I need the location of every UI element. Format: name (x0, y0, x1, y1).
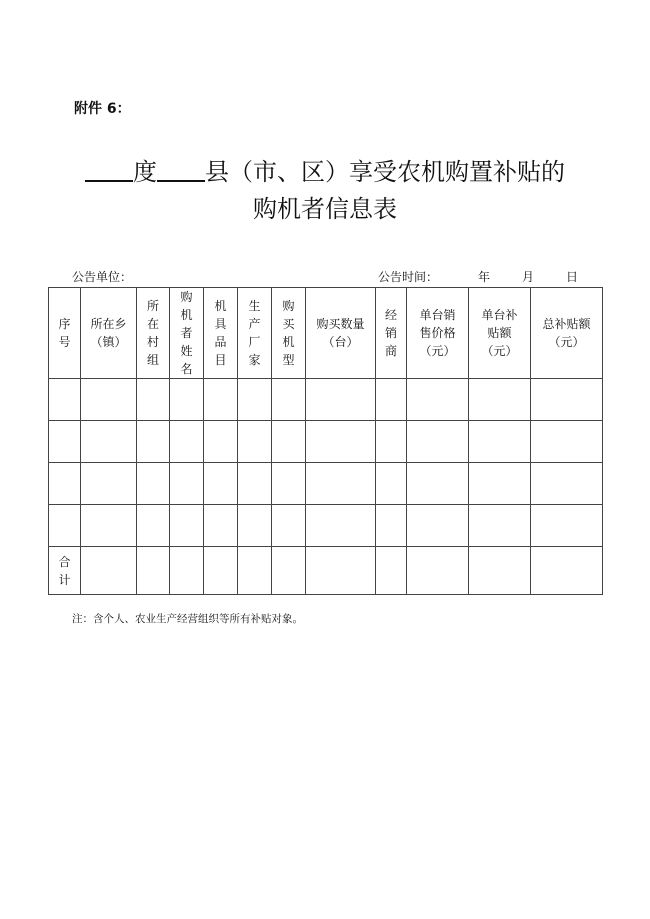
table-cell[interactable] (238, 547, 272, 595)
table-row (49, 463, 603, 505)
header-row (49, 288, 603, 379)
day-label: 日 (566, 270, 579, 284)
header-village: 所在村组 (137, 288, 170, 379)
table-cell[interactable] (469, 379, 531, 421)
table-row (49, 505, 603, 547)
table-cell[interactable] (137, 547, 170, 595)
table-cell[interactable] (306, 463, 376, 505)
total-label: 合 计 (49, 547, 81, 595)
table-cell[interactable] (469, 547, 531, 595)
table-row (49, 421, 603, 463)
table-cell[interactable] (531, 463, 603, 505)
total-row (49, 547, 603, 595)
footnote: 注：含个人、农业生产经营组织等所有补贴对象。 (72, 613, 303, 625)
table-cell[interactable] (272, 379, 306, 421)
table-cell[interactable] (407, 547, 469, 595)
table-cell[interactable] (81, 463, 137, 505)
table-cell[interactable] (376, 463, 407, 505)
header-unit-price: 单台销 售价格 （元） (407, 288, 469, 379)
year-label: 年 (478, 270, 491, 284)
table-cell[interactable] (137, 505, 170, 547)
table-cell[interactable] (81, 547, 137, 595)
table-cell[interactable] (49, 463, 81, 505)
table-cell[interactable] (272, 505, 306, 547)
table-cell[interactable] (272, 463, 306, 505)
table-cell[interactable] (49, 379, 81, 421)
header-dealer: 经销商 (376, 288, 407, 379)
table-cell[interactable] (204, 379, 238, 421)
table-cell[interactable] (204, 505, 238, 547)
table-cell[interactable] (407, 379, 469, 421)
header-total-subsidy: 总补贴额 （元） (531, 288, 603, 379)
publish-time-label: 公告时间： (378, 270, 439, 284)
table-cell[interactable] (204, 421, 238, 463)
table-cell[interactable] (81, 421, 137, 463)
table-cell[interactable] (376, 505, 407, 547)
table-cell[interactable] (137, 421, 170, 463)
table-cell[interactable] (238, 505, 272, 547)
buyer-info-table (48, 287, 603, 595)
header-quantity: 购买数量 （台） (306, 288, 376, 379)
table-cell[interactable] (531, 379, 603, 421)
table-cell[interactable] (81, 379, 137, 421)
header-unit-subsidy: 单台补 贴额 （元） (469, 288, 531, 379)
table-cell[interactable] (407, 463, 469, 505)
attachment-label: 附件 6： (74, 101, 131, 117)
table-cell[interactable] (170, 547, 204, 595)
table-cell[interactable] (531, 505, 603, 547)
title-rest: 县（市、区）享受农机购置补贴的 (205, 158, 565, 186)
table-cell[interactable] (376, 379, 407, 421)
table-cell[interactable] (469, 463, 531, 505)
table-cell[interactable] (469, 505, 531, 547)
header-township: 所在乡 （镇） (81, 288, 137, 379)
table-cell[interactable] (81, 505, 137, 547)
table-cell[interactable] (204, 463, 238, 505)
year-blank[interactable] (85, 158, 133, 182)
header-buyer-name: 购机者姓名 (170, 288, 204, 379)
month-label: 月 (522, 270, 535, 284)
table-cell[interactable] (376, 421, 407, 463)
table-cell[interactable] (204, 547, 238, 595)
county-blank[interactable] (157, 158, 205, 182)
table-cell[interactable] (49, 505, 81, 547)
table-cell[interactable] (137, 379, 170, 421)
publish-unit-label: 公告单位： (72, 270, 133, 284)
table-cell[interactable] (531, 421, 603, 463)
title-line-2: 购机者信息表 (253, 195, 397, 223)
table-cell[interactable] (407, 421, 469, 463)
header-machine-category: 机具品目 (204, 288, 238, 379)
table-cell[interactable] (137, 463, 170, 505)
table-cell[interactable] (376, 547, 407, 595)
table-cell[interactable] (170, 421, 204, 463)
table-cell[interactable] (272, 421, 306, 463)
table-cell[interactable] (407, 505, 469, 547)
table-cell[interactable] (238, 421, 272, 463)
table-cell[interactable] (469, 421, 531, 463)
header-manufacturer: 生产厂家 (238, 288, 272, 379)
publish-time (378, 268, 578, 285)
table-row (49, 379, 603, 421)
table-cell[interactable] (238, 463, 272, 505)
header-serial: 序 号 (49, 288, 81, 379)
table-cell[interactable] (531, 547, 603, 595)
table-cell[interactable] (238, 379, 272, 421)
table-cell[interactable] (170, 505, 204, 547)
table-cell[interactable] (306, 421, 376, 463)
table-cell[interactable] (170, 463, 204, 505)
table-cell[interactable] (49, 421, 81, 463)
table-cell[interactable] (170, 379, 204, 421)
table-cell[interactable] (272, 547, 306, 595)
title-year-suffix: 度 (133, 158, 157, 186)
header-model: 购买机型 (272, 288, 306, 379)
table-cell[interactable] (306, 379, 376, 421)
table-cell[interactable] (306, 505, 376, 547)
title-line-1 (0, 152, 650, 187)
table-cell[interactable] (306, 547, 376, 595)
